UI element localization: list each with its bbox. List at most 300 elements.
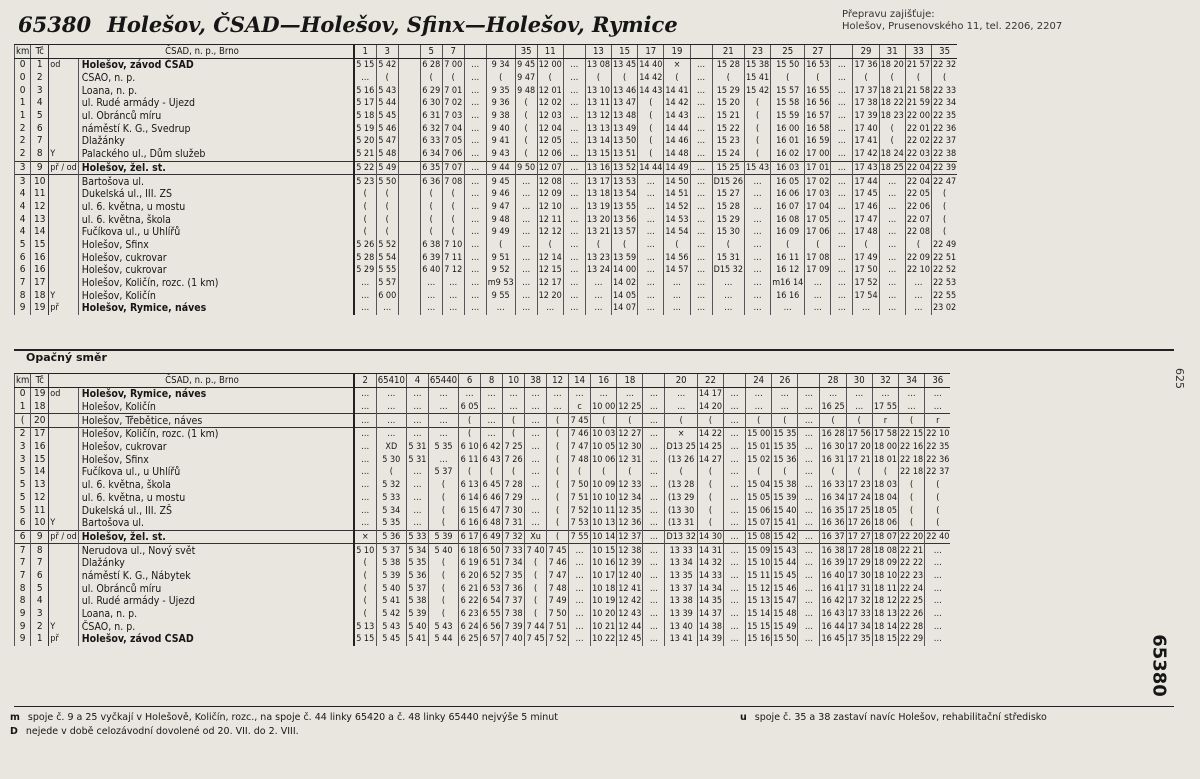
departure-time: 14 57 bbox=[665, 265, 689, 276]
departure-time: … bbox=[831, 213, 853, 226]
departure-time: 5 40 bbox=[408, 621, 427, 632]
departure-time: … bbox=[690, 251, 712, 264]
page-title bbox=[18, 12, 838, 38]
footnote-d-text: nejede v době celozávodní dovolené od 20. VII. do 2. VIII. bbox=[25, 726, 299, 737]
tariff-zone-cell: 19 bbox=[31, 388, 49, 401]
departure-time: 16 36 bbox=[821, 518, 845, 529]
departure-time: … bbox=[746, 388, 772, 401]
reverse-trip-number-12: 18 bbox=[617, 374, 643, 388]
departure-time: 12 10 bbox=[538, 201, 562, 212]
arrival-departure-marker bbox=[49, 97, 78, 110]
departure-time: … bbox=[643, 582, 665, 595]
departure-time: … bbox=[515, 289, 537, 302]
departure-time: … bbox=[406, 492, 428, 505]
departure-time: 17 37 bbox=[854, 85, 878, 96]
arrival-departure-marker: Y bbox=[49, 148, 78, 161]
departure-time bbox=[398, 251, 420, 264]
departure-time: … bbox=[354, 441, 377, 454]
table-row bbox=[15, 570, 951, 583]
departure-time: 9 34 bbox=[486, 59, 515, 72]
departure-time: 15 27 bbox=[712, 188, 744, 201]
departure-time: 6 39 bbox=[422, 252, 441, 263]
departure-time: … bbox=[899, 388, 925, 401]
departure-time: … bbox=[798, 492, 820, 505]
table-row bbox=[15, 302, 958, 315]
departure-time: 15 11 bbox=[747, 570, 771, 581]
departure-time: 7 50 bbox=[570, 480, 589, 491]
departure-time: 7 05 bbox=[444, 136, 463, 147]
departure-time: 7 55 bbox=[570, 531, 589, 542]
departure-time: 6 56 bbox=[482, 621, 501, 632]
departure-time bbox=[398, 302, 420, 315]
departure-time: … bbox=[464, 175, 486, 188]
departure-time: 9 50 bbox=[517, 162, 536, 173]
departure-time: 14 00 bbox=[613, 265, 637, 276]
departure-time: 22 53 bbox=[933, 278, 957, 289]
departure-time: 12 25 bbox=[618, 402, 642, 413]
stop-name: Fučíkova ul., u Uhlířů bbox=[78, 226, 354, 239]
departure-time: … bbox=[643, 530, 665, 544]
departure-time: 5 36 bbox=[376, 530, 406, 544]
departure-time: 18 04 bbox=[873, 492, 898, 503]
departure-time: ( bbox=[712, 239, 744, 252]
departure-time: 22 35 bbox=[926, 442, 950, 453]
departure-time: 14 30 bbox=[698, 531, 723, 542]
km-cell: 0 bbox=[15, 84, 31, 97]
km-cell: 0 bbox=[15, 72, 31, 85]
departure-time: 22 22 bbox=[900, 558, 924, 569]
departure-time: … bbox=[879, 175, 905, 188]
table-row bbox=[15, 633, 951, 646]
departure-time: 12 37 bbox=[618, 531, 642, 542]
departure-time: ( bbox=[547, 492, 569, 505]
departure-time: … bbox=[515, 277, 537, 290]
departure-time: 10 06 bbox=[592, 454, 616, 465]
departure-time: … bbox=[354, 414, 377, 428]
departure-time: … bbox=[665, 388, 697, 401]
departure-time: 5 39 bbox=[376, 570, 406, 583]
departure-time: 15 46 bbox=[773, 583, 797, 594]
departure-time: 17 58 bbox=[873, 429, 898, 440]
departure-time: 17 26 bbox=[847, 518, 871, 529]
departure-time: … bbox=[464, 59, 486, 72]
departure-time: 22 01 bbox=[906, 123, 930, 134]
departure-time: ( bbox=[354, 188, 377, 201]
departure-time: … bbox=[569, 570, 591, 583]
departure-time: 18 15 bbox=[873, 634, 898, 645]
departure-time: 7 40 bbox=[526, 545, 545, 556]
departure-time: 7 38 bbox=[504, 609, 523, 620]
table-row bbox=[15, 414, 951, 428]
forward-trip-number-8: 35 bbox=[515, 45, 537, 59]
departure-time: 18 06 bbox=[873, 518, 898, 529]
departure-time: D15 26 bbox=[713, 176, 743, 187]
departure-time: 18 24 bbox=[880, 149, 904, 160]
departure-time: 17 28 bbox=[847, 545, 871, 556]
arrival-departure-marker bbox=[49, 582, 78, 595]
departure-time: 6 13 bbox=[460, 480, 479, 491]
departure-time: … bbox=[772, 388, 798, 401]
departure-time: 13 13 bbox=[586, 123, 611, 134]
reverse-direction-heading: Opačný směr bbox=[26, 351, 107, 364]
departure-time: × bbox=[664, 59, 690, 72]
departure-time: 16 53 bbox=[806, 60, 830, 71]
departure-time: 16 05 bbox=[771, 175, 805, 188]
departure-time: … bbox=[563, 226, 585, 239]
departure-time: 17 03 bbox=[806, 189, 830, 200]
stop-name: Loana, n. p. bbox=[78, 608, 354, 621]
departure-time: … bbox=[879, 201, 905, 214]
stop-name: ul. Rudé armády - Újezd bbox=[78, 97, 354, 110]
stop-name: Holešov, cukrovar bbox=[78, 251, 354, 264]
departure-time: ( bbox=[745, 122, 771, 135]
departure-time: 10 21 bbox=[592, 621, 616, 632]
departure-time: 12 45 bbox=[618, 634, 642, 645]
departure-time: 14 44 bbox=[665, 123, 689, 134]
arrival-departure-marker: př bbox=[49, 633, 78, 646]
arrival-departure-marker bbox=[49, 414, 78, 428]
departure-time: 14 54 bbox=[665, 227, 689, 238]
table-row bbox=[15, 277, 958, 290]
forward-trip-number-6 bbox=[464, 45, 486, 59]
departure-time: 14 27 bbox=[698, 454, 723, 465]
departure-time: 5 37 bbox=[408, 583, 427, 594]
departure-time: … bbox=[563, 148, 585, 161]
departure-time: … bbox=[798, 557, 820, 570]
departure-time: 22 06 bbox=[906, 201, 930, 212]
departure-time: … bbox=[724, 517, 746, 530]
departure-time: … bbox=[354, 466, 377, 479]
departure-time: 5 36 bbox=[408, 570, 427, 581]
departure-time: … bbox=[643, 479, 665, 492]
departure-time: 6 17 bbox=[460, 531, 479, 542]
departure-time: … bbox=[831, 302, 853, 315]
departure-time: … bbox=[724, 557, 746, 570]
departure-time: 5 42 bbox=[378, 60, 397, 71]
departure-time: … bbox=[464, 302, 486, 315]
arrival-departure-marker bbox=[49, 201, 78, 214]
departure-time: 5 46 bbox=[378, 123, 397, 134]
departure-time: … bbox=[563, 72, 585, 85]
forward-header-row bbox=[15, 45, 958, 59]
departure-time: 22 37 bbox=[933, 136, 957, 147]
departure-time: … bbox=[354, 302, 377, 315]
departure-time: 16 25 bbox=[821, 402, 845, 413]
reverse-trip-number-7: 10 bbox=[503, 374, 525, 388]
table-row bbox=[15, 161, 958, 175]
departure-time: … bbox=[853, 302, 879, 315]
departure-time: 16 39 bbox=[821, 558, 845, 569]
departure-time: … bbox=[515, 302, 537, 315]
departure-time: ( bbox=[697, 492, 723, 505]
departure-time: 7 29 bbox=[504, 492, 523, 503]
forward-trip-number-17: 23 bbox=[745, 45, 771, 59]
departure-time bbox=[398, 289, 420, 302]
departure-time: 5 47 bbox=[378, 136, 397, 147]
departure-time: 13 51 bbox=[613, 149, 637, 160]
departure-time: 18 14 bbox=[873, 621, 898, 632]
departure-time: 15 16 bbox=[747, 634, 771, 645]
departure-time: … bbox=[464, 201, 486, 214]
departure-time: ( bbox=[547, 517, 569, 530]
departure-time: … bbox=[563, 135, 585, 148]
departure-time: 5 21 bbox=[354, 148, 377, 161]
departure-time: 14 51 bbox=[665, 189, 689, 200]
departure-time: 6 20 bbox=[460, 570, 479, 581]
departure-time: 10 13 bbox=[592, 518, 616, 529]
departure-time: … bbox=[745, 289, 771, 302]
departure-time: ( bbox=[486, 239, 515, 252]
departure-time: … bbox=[798, 388, 820, 401]
footnote-d bbox=[10, 726, 1170, 738]
departure-time: 16 07 bbox=[771, 201, 805, 214]
departure-time: 13 24 bbox=[586, 265, 611, 276]
arrival-departure-marker: Y bbox=[49, 620, 78, 633]
departure-time: … bbox=[665, 401, 697, 414]
departure-time: … bbox=[563, 302, 585, 315]
departure-time: 5 45 bbox=[376, 633, 406, 646]
arrival-departure-marker bbox=[49, 570, 78, 583]
departure-time: ( bbox=[525, 570, 547, 583]
departure-time: ( bbox=[354, 226, 377, 239]
km-cell: 5 bbox=[15, 239, 31, 252]
forward-trip-number-4: 5 bbox=[420, 45, 442, 59]
departure-time: 16 00 bbox=[771, 122, 805, 135]
departure-time: 15 04 bbox=[747, 480, 771, 491]
departure-time: 6 35 bbox=[422, 162, 441, 173]
departure-time: … bbox=[376, 401, 406, 414]
departure-time: 5 38 bbox=[376, 557, 406, 570]
departure-time: ( bbox=[537, 72, 563, 85]
departure-time: ( bbox=[665, 466, 697, 479]
departure-time bbox=[398, 135, 420, 148]
departure-time: 15 24 bbox=[712, 148, 744, 161]
departure-time: … bbox=[724, 492, 746, 505]
tariff-zone-cell: 17 bbox=[31, 277, 49, 290]
table-row bbox=[15, 504, 951, 517]
stop-name: ul. 6. května, škola bbox=[78, 479, 354, 492]
departure-time: 14 40 bbox=[639, 60, 663, 71]
departure-time: 15 41 bbox=[746, 73, 770, 84]
departure-time: 22 32 bbox=[933, 60, 957, 71]
departure-time: ( bbox=[932, 188, 958, 201]
departure-time: … bbox=[745, 188, 771, 201]
departure-time: 17 27 bbox=[847, 531, 871, 542]
departure-time: 15 30 bbox=[712, 226, 744, 239]
departure-time: 5 23 bbox=[354, 175, 377, 188]
departure-time: 5 34 bbox=[408, 545, 427, 556]
departure-time bbox=[398, 161, 420, 175]
departure-time: … bbox=[420, 302, 442, 315]
departure-time: … bbox=[771, 302, 805, 315]
tariff-zone-cell: 20 bbox=[31, 414, 49, 428]
departure-time: 6 23 bbox=[460, 609, 479, 620]
table-row bbox=[15, 595, 951, 608]
departure-time: … bbox=[428, 453, 458, 466]
departure-time: ( bbox=[712, 72, 744, 85]
departure-time: 10 16 bbox=[592, 558, 616, 569]
forward-trip-number-22: 31 bbox=[879, 45, 905, 59]
departure-time: 22 34 bbox=[933, 98, 957, 109]
tariff-zone-cell: 7 bbox=[31, 135, 49, 148]
departure-time: 12 09 bbox=[538, 189, 562, 200]
departure-time: 15 29 bbox=[712, 84, 744, 97]
departure-time: … bbox=[724, 401, 746, 414]
departure-time: … bbox=[925, 595, 951, 608]
departure-time: ( bbox=[503, 414, 525, 428]
departure-time: … bbox=[569, 620, 591, 633]
departure-time: 6 21 bbox=[460, 583, 479, 594]
departure-time: 6 29 bbox=[422, 85, 441, 96]
departure-time: r bbox=[872, 414, 898, 428]
departure-time: 22 38 bbox=[933, 149, 957, 160]
departure-time: … bbox=[569, 582, 591, 595]
departure-time: 5 35 bbox=[408, 558, 427, 569]
departure-time: 13 18 bbox=[586, 189, 611, 200]
departure-time: 12 40 bbox=[618, 570, 642, 581]
departure-time: 14 49 bbox=[665, 162, 689, 173]
departure-time: … bbox=[643, 633, 665, 646]
km-cell: 3 bbox=[15, 161, 31, 175]
departure-time: 5 41 bbox=[408, 634, 427, 645]
departure-time: 5 38 bbox=[408, 596, 427, 607]
departure-time: … bbox=[879, 239, 905, 252]
stop-name: Holešov, Rymice, náves bbox=[78, 388, 354, 401]
footnote-m-text: spoje č. 9 a 25 vyčkají v Holešově, Količín, rozc., na spoje č. 44 linky 65420 a č. 48 linky 65440 nejvýše 5 minut bbox=[27, 712, 559, 723]
departure-time: 14 38 bbox=[698, 621, 723, 632]
departure-time: 17 38 bbox=[854, 98, 878, 109]
departure-time: 16 55 bbox=[806, 85, 830, 96]
departure-time: … bbox=[464, 264, 486, 277]
departure-time: … bbox=[724, 544, 746, 557]
departure-time: 6 46 bbox=[482, 492, 501, 503]
departure-time: 15 14 bbox=[747, 609, 771, 620]
departure-time: XD bbox=[376, 441, 406, 454]
stop-name: Holešov, Količín bbox=[78, 401, 354, 414]
departure-time: 15 22 bbox=[712, 122, 744, 135]
page-number: 625 bbox=[1173, 368, 1186, 389]
tariff-zone-cell: 13 bbox=[31, 213, 49, 226]
departure-time: 13 49 bbox=[613, 123, 637, 134]
stop-name: Dlažánky bbox=[78, 135, 354, 148]
departure-time: … bbox=[638, 239, 664, 252]
departure-time: 16 45 bbox=[821, 634, 845, 645]
departure-time: … bbox=[690, 264, 712, 277]
departure-time: 12 00 bbox=[538, 60, 562, 71]
departure-time: … bbox=[481, 428, 503, 441]
departure-time: 13 15 bbox=[586, 149, 611, 160]
departure-time: … bbox=[798, 428, 820, 441]
departure-time: … bbox=[690, 161, 712, 175]
departure-time: 6 40 bbox=[422, 265, 441, 276]
departure-time: 22 24 bbox=[900, 583, 924, 594]
departure-time: 9 38 bbox=[486, 110, 515, 123]
departure-time: 5 57 bbox=[378, 278, 397, 289]
departure-time: … bbox=[503, 401, 525, 414]
departure-time: 14 42 bbox=[639, 73, 663, 84]
forward-trip-number-24: 35 bbox=[932, 45, 958, 59]
arrival-departure-marker bbox=[49, 479, 78, 492]
stop-name: Holešov, Količín, rozc. (1 km) bbox=[78, 428, 354, 441]
departure-time: ( bbox=[585, 72, 611, 85]
departure-time: 16 56 bbox=[806, 98, 830, 109]
departure-time: … bbox=[690, 175, 712, 188]
arrival-departure-marker bbox=[49, 492, 78, 505]
departure-time: … bbox=[745, 175, 771, 188]
departure-time: ( bbox=[879, 72, 905, 85]
departure-time: … bbox=[664, 277, 690, 290]
forward-trip-number-1: 1 bbox=[354, 45, 377, 59]
departure-time: 22 09 bbox=[906, 252, 930, 263]
departure-time: 22 36 bbox=[926, 454, 950, 465]
departure-time: … bbox=[798, 530, 820, 544]
departure-time: … bbox=[879, 251, 905, 264]
departure-time: 16 09 bbox=[771, 226, 805, 239]
departure-time: (13 29 bbox=[665, 492, 697, 505]
departure-time: 9 40 bbox=[486, 122, 515, 135]
departure-time: 7 28 bbox=[504, 480, 523, 491]
departure-time: 15 02 bbox=[747, 454, 771, 465]
departure-time: … bbox=[690, 277, 712, 290]
departure-time bbox=[398, 148, 420, 161]
departure-time: 12 30 bbox=[618, 442, 642, 453]
stop-name: náměstí K. G., Svedrup bbox=[78, 122, 354, 135]
departure-time: ( bbox=[459, 428, 481, 441]
departure-time: 12 34 bbox=[618, 492, 642, 503]
departure-time: 15 38 bbox=[773, 480, 797, 491]
departure-time: 9 49 bbox=[486, 226, 515, 239]
departure-time: 15 08 bbox=[747, 531, 771, 542]
departure-time: ( bbox=[503, 466, 525, 479]
departure-time: D15 32 bbox=[713, 265, 743, 276]
departure-time: ( bbox=[428, 479, 458, 492]
departure-time: 15 58 bbox=[771, 97, 805, 110]
departure-time: 13 35 bbox=[665, 570, 697, 583]
departure-time: … bbox=[638, 226, 664, 239]
departure-time: ( bbox=[932, 213, 958, 226]
departure-time: 17 35 bbox=[847, 634, 871, 645]
departure-time: … bbox=[805, 302, 831, 315]
km-cell: 5 bbox=[15, 504, 31, 517]
departure-time: 18 09 bbox=[873, 558, 898, 569]
departure-time: 5 34 bbox=[376, 504, 406, 517]
departure-time: ( bbox=[746, 414, 772, 428]
departure-time: … bbox=[925, 401, 951, 414]
footnote-u bbox=[740, 712, 1160, 724]
departure-time: 15 10 bbox=[747, 558, 771, 569]
departure-time: 15 12 bbox=[747, 583, 771, 594]
km-cell: 2 bbox=[15, 122, 31, 135]
departure-time: 17 36 bbox=[854, 60, 878, 71]
reverse-trip-number-1: 2 bbox=[354, 374, 377, 388]
departure-time: ( bbox=[612, 72, 638, 85]
departure-time: 15 49 bbox=[773, 621, 797, 632]
table-row bbox=[15, 72, 958, 85]
departure-time: 18 22 bbox=[880, 98, 904, 109]
departure-time: 18 23 bbox=[880, 111, 904, 122]
departure-time: 12 36 bbox=[618, 518, 642, 529]
departure-time: 18 13 bbox=[873, 609, 898, 620]
departure-time: ( bbox=[442, 188, 464, 201]
departure-time: ( bbox=[617, 414, 643, 428]
departure-time: … bbox=[712, 277, 744, 290]
departure-time: … bbox=[428, 401, 458, 414]
departure-time: 15 01 bbox=[747, 442, 771, 453]
departure-time: … bbox=[515, 264, 537, 277]
km-cell: 9 bbox=[15, 620, 31, 633]
departure-time: … bbox=[831, 59, 853, 72]
departure-time: 15 13 bbox=[747, 596, 771, 607]
